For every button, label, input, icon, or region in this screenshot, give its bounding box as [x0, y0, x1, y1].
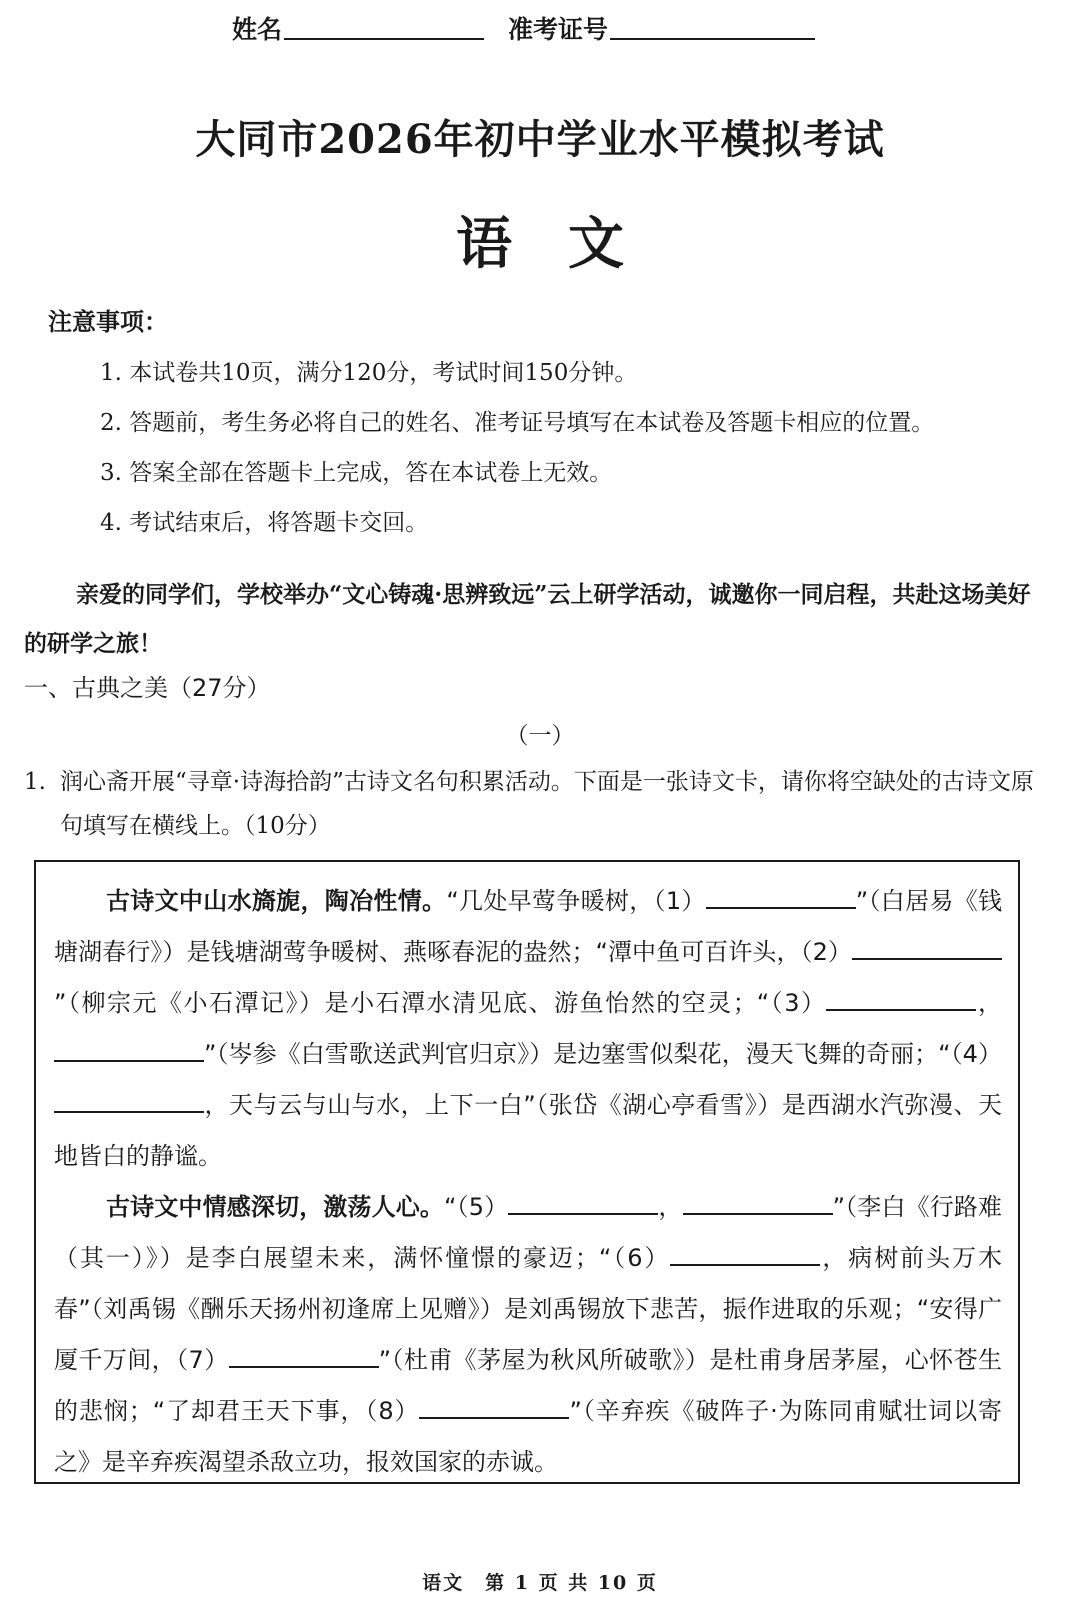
question-1: [24, 760, 1044, 848]
answer-blank-7[interactable]: [229, 1344, 379, 1368]
card-text: ，病树前头万木春”（刘禹锡《酬乐天扬州初逢席上见赠》）是刘禹锡放下悲苦，振作进取的乐观；“安得广厦千万间，（7）: [54, 1244, 1003, 1374]
notes-list: [100, 348, 934, 548]
card-paragraph-emotion: [54, 1182, 1002, 1488]
card-text: ，天与云与山与水，上下一白”（张岱《湖心亭看雪》）是西湖水汽弥漫、天地皆白的静谧。: [54, 1091, 1002, 1170]
candidate-info-header: [0, 8, 1080, 52]
card-lead: 古诗文中情感深切，激荡人心。: [106, 1193, 444, 1221]
notes-heading: 注意事项：: [48, 307, 168, 336]
card-text: “（5）: [444, 1193, 509, 1221]
card-text: ”（杜甫《茅屋为秋风所破歌》）是杜甫身居茅屋，心怀苍生的悲悯；“了却君王天下事，（8）: [54, 1346, 1002, 1425]
intro-paragraph: 亲爱的同学们，学校举办“文心铸魂·思辨致远”云上研学活动，诚邀你一同启程，共赴这场美好的研学之旅！: [24, 581, 1031, 657]
answer-blank-5a[interactable]: [508, 1191, 658, 1215]
card-text: ，: [658, 1193, 683, 1221]
question-number: 1.: [24, 769, 46, 795]
note-item: 1. 本试卷共10页，满分120分，考试时间150分钟。: [100, 360, 638, 386]
card-text: ，: [976, 989, 1002, 1017]
answer-blank-1[interactable]: [706, 885, 856, 909]
note-item: 4. 考试结束后，将答题卡交回。: [100, 510, 429, 536]
note-item: 3. 答案全部在答题卡上完成，答在本试卷上无效。: [100, 460, 613, 486]
exam-title: 大同市2026年初中学业水平模拟考试: [195, 116, 885, 163]
name-blank-line[interactable]: [284, 8, 484, 40]
card-text: ”（白居易《钱塘湖春行》）是钱塘湖莺争暖树、燕啄春泥的盎然；“潭中鱼可百许头，（2）: [54, 887, 1003, 966]
section-heading: 一、古典之美（27分）: [24, 674, 271, 702]
card-lead: 古诗文中山水旖旎，陶冶性情。: [106, 887, 447, 915]
answer-blank-3a[interactable]: [826, 987, 976, 1011]
answer-blank-2[interactable]: [852, 936, 1002, 960]
answer-blank-5b[interactable]: [683, 1191, 833, 1215]
card-text: ”（岑参《白雪歌送武判官归京》）是边塞雪似梨花，漫天飞舞的奇丽；“（4）: [204, 1040, 1002, 1068]
poem-card: [34, 860, 1020, 1484]
exam-id-field[interactable]: [508, 8, 815, 52]
card-text: ”（李白《行路难（其一）》）是李白展望未来，满怀憧憬的豪迈；“（6）: [54, 1193, 1003, 1272]
card-text: ”（柳宗元《小石潭记》）是小石潭水清见底、游鱼怡然的空灵；“（3）: [54, 989, 827, 1017]
subject-title: 语 文: [456, 211, 624, 277]
question-text: 润心斋开展“寻章·诗海拾韵”古诗文名句积累活动。下面是一张诗文卡，请你将空缺处的古诗文原句填写在横线上。（10分）: [60, 769, 1034, 839]
exam-id-label: 准考证号: [508, 15, 609, 44]
answer-blank-3b[interactable]: [54, 1038, 204, 1062]
answer-blank-4[interactable]: [54, 1089, 204, 1113]
page-footer: 语文 第 1 页 共 10 页: [422, 1572, 658, 1594]
part-label: （一）: [505, 723, 575, 749]
name-field[interactable]: [232, 8, 484, 52]
exam-id-blank-line[interactable]: [610, 8, 815, 40]
card-text: ”（辛弃疾《破阵子·为陈同甫赋壮词以寄之》是辛弃疾渴望杀敌立功，报效国家的赤诚。: [54, 1397, 1003, 1476]
note-item: 2. 答题前，考生务必将自己的姓名、准考证号填写在本试卷及答题卡相应的位置。: [100, 410, 935, 436]
answer-blank-8[interactable]: [419, 1395, 569, 1419]
card-text: “几处早莺争暖树，（1）: [446, 887, 706, 915]
answer-blank-6[interactable]: [670, 1242, 820, 1266]
name-label: 姓名: [232, 15, 283, 44]
card-paragraph-landscape: [54, 876, 1002, 1182]
